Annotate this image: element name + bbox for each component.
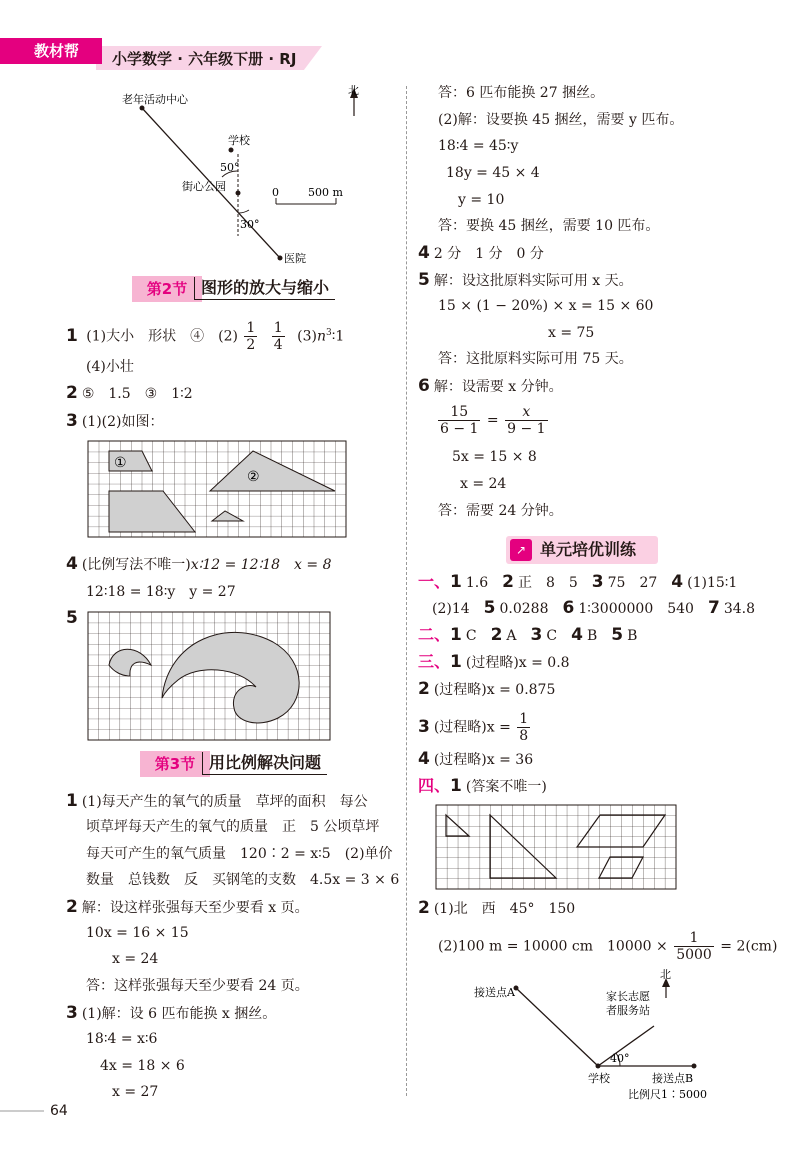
r-q6: 6 解：设需要 x 分钟。	[418, 376, 563, 396]
r-q6-frac: $\frac{15}{6 - 1}$ = $\frac{x}{9 - 1}$	[440, 404, 546, 437]
label-hospital: 医院	[284, 252, 306, 265]
grid-figure-part4	[436, 805, 676, 889]
header-title: 小学数学 · 六年级下册 · RJ	[112, 50, 297, 68]
r-q5-l3: x = 75	[548, 325, 595, 341]
page-number: 64	[50, 1103, 68, 1119]
school-label: 学校	[588, 1072, 610, 1085]
section-2-label: 第2节	[132, 276, 202, 302]
route-to-a	[516, 988, 598, 1066]
column-divider	[406, 86, 407, 1096]
station-label-2: 者服务站	[606, 1004, 650, 1017]
scale-zero: 0	[272, 186, 279, 199]
u-part2: 二、1 C 2 A 3 C 4 B 5 B	[418, 625, 638, 645]
s2-q1-line2: (4)小壮	[86, 359, 134, 375]
label-center: 老年活动中心	[122, 93, 188, 106]
school-route-map	[470, 966, 730, 1106]
r-q6-l4: x = 24	[460, 476, 507, 492]
s3-q2-l2: 10x = 16 × 15	[86, 925, 189, 941]
s3-q1-l3: 每天可产生的氧气质量 120∶2 = x∶5 (2)单价	[86, 846, 393, 862]
scale-label: 比例尺1∶5000	[628, 1088, 707, 1101]
grid-figure-q5	[88, 612, 330, 740]
s3-q1-l4: 数量 总钱数 反 买钢笔的支数 4.5x = 3 × 6	[86, 872, 400, 888]
shape-2-label: ②	[247, 469, 260, 485]
u-part3-q4: 4 (过程略)x = 36	[418, 749, 534, 769]
angle-bottom: 30°	[240, 218, 260, 231]
section-3-label: 第3节	[140, 751, 210, 777]
u-part4-q2: 2 (1)北 西 45° 150	[418, 898, 576, 918]
label-school: 学校	[228, 134, 250, 147]
s2-q1: 1 (1)大小 形状 ④ (2) $\frac{1}{2}$ $\frac{1}{4}$ $(3)n^3∶1$	[66, 320, 345, 353]
s2-q5: 5	[66, 608, 78, 628]
s2-q3: 3 (1)(2)如图：	[66, 411, 164, 431]
section-2-heading	[132, 276, 342, 302]
u-part1-line1: 一、1 1.6 2 正 8 5 3 75 27 4 (1)15∶1	[418, 572, 738, 592]
s3-q1-l2: 顷草坪每天产生的氧气的质量 正 5 公顷草坪	[86, 819, 380, 835]
grid-figure-q3	[88, 441, 346, 537]
north-label: 北	[348, 84, 359, 97]
r-q6-l5: 答：需要 24 分钟。	[438, 503, 563, 519]
r2: (2)解：设要换 45 捆丝，需要 y 匹布。	[438, 112, 684, 128]
r-q5-l4: 答：这批原料实际可用 75 天。	[438, 351, 633, 367]
u-part3-q2: 2 (过程略)x = 0.875	[418, 679, 556, 699]
section-3-title: 用比例解决问题	[202, 752, 327, 775]
u-part1-line2: (2)14 5 0.0288 6 1∶3000000 540 7 34.8	[432, 598, 755, 618]
u-part3-q1: 三、1 (过程略)x = 0.8	[418, 652, 570, 672]
r-q6-l3: 5x = 15 × 8	[452, 449, 537, 465]
s2-q4: 4 (比例写法不唯一)x∶12 = 12∶18 x = 8	[66, 554, 332, 574]
section-2-title: 图形的放大与缩小	[194, 277, 335, 300]
s3-q1: 1 (1)每天产生的氧气的质量 草坪的面积 每公	[66, 791, 368, 811]
r3: 18∶4 = 45∶y	[438, 138, 519, 154]
shape-1-label: ①	[114, 455, 127, 471]
s2-q2: 2 ⑤ 1.5 ③ 1∶2	[66, 383, 193, 403]
s3-q2: 2 解：设这样张强每天至少要看 x 页。	[66, 897, 309, 917]
s3-q2-l4: 答：这样张强每天至少要看 24 页。	[86, 978, 309, 994]
header-badge: 教材帮	[0, 38, 102, 64]
s2-q4-line2: 12∶18 = 18∶y y = 27	[86, 584, 236, 600]
unit-heading-title: 单元培优训练	[540, 540, 637, 559]
r1: 答：6 匹布能换 27 捆丝。	[438, 85, 605, 101]
r4: 18y = 45 × 4	[446, 165, 540, 181]
station-label-1: 家长志愿	[606, 990, 650, 1003]
map-direction-diagram	[100, 86, 400, 276]
u-part4-q1: 四、1 (答案不唯一)	[418, 776, 547, 796]
u-part4-q2b: (2)100 m = 10000 cm 10000 × $\frac{1}{5000}$ = 2(cm)	[438, 930, 778, 963]
r-q5: 5 解：设这批原料实际可用 x 天。	[418, 270, 633, 290]
north-label-2: 北	[660, 968, 671, 981]
s3-q3-l2: 18∶4 = x∶6	[86, 1031, 158, 1047]
s3-q3: 3 (1)解：设 6 匹布能换 x 捆丝。	[66, 1003, 277, 1023]
angle-top: 50°	[220, 161, 240, 174]
angle-label: 40°	[610, 1052, 630, 1065]
unit-heading	[506, 536, 658, 564]
r-q5-l2: 15 × (1 − 20%) × x = 15 × 60	[438, 298, 654, 314]
point-b-label: 接送点B	[652, 1072, 694, 1085]
scale-length: 500 m	[308, 186, 343, 199]
page-number-rule	[0, 1110, 44, 1112]
point-a-label: 接送点A	[474, 986, 515, 999]
s3-q2-l3: x = 24	[112, 951, 159, 967]
unit-heading-icon: ↗	[510, 539, 532, 561]
section-3-heading	[140, 751, 340, 777]
s3-q3-l3: 4x = 18 × 6	[100, 1058, 185, 1074]
r6: 答：要换 45 捆丝，需要 10 匹布。	[438, 218, 660, 234]
r5: y = 10	[458, 192, 505, 208]
r-q4: 4 2 分 1 分 0 分	[418, 243, 544, 263]
s3-q3-l4: x = 27	[112, 1084, 159, 1100]
u-part3-q3: 3 (过程略)x = $\frac{1}{8}$	[418, 711, 529, 744]
label-street: 街心公园	[182, 180, 226, 193]
